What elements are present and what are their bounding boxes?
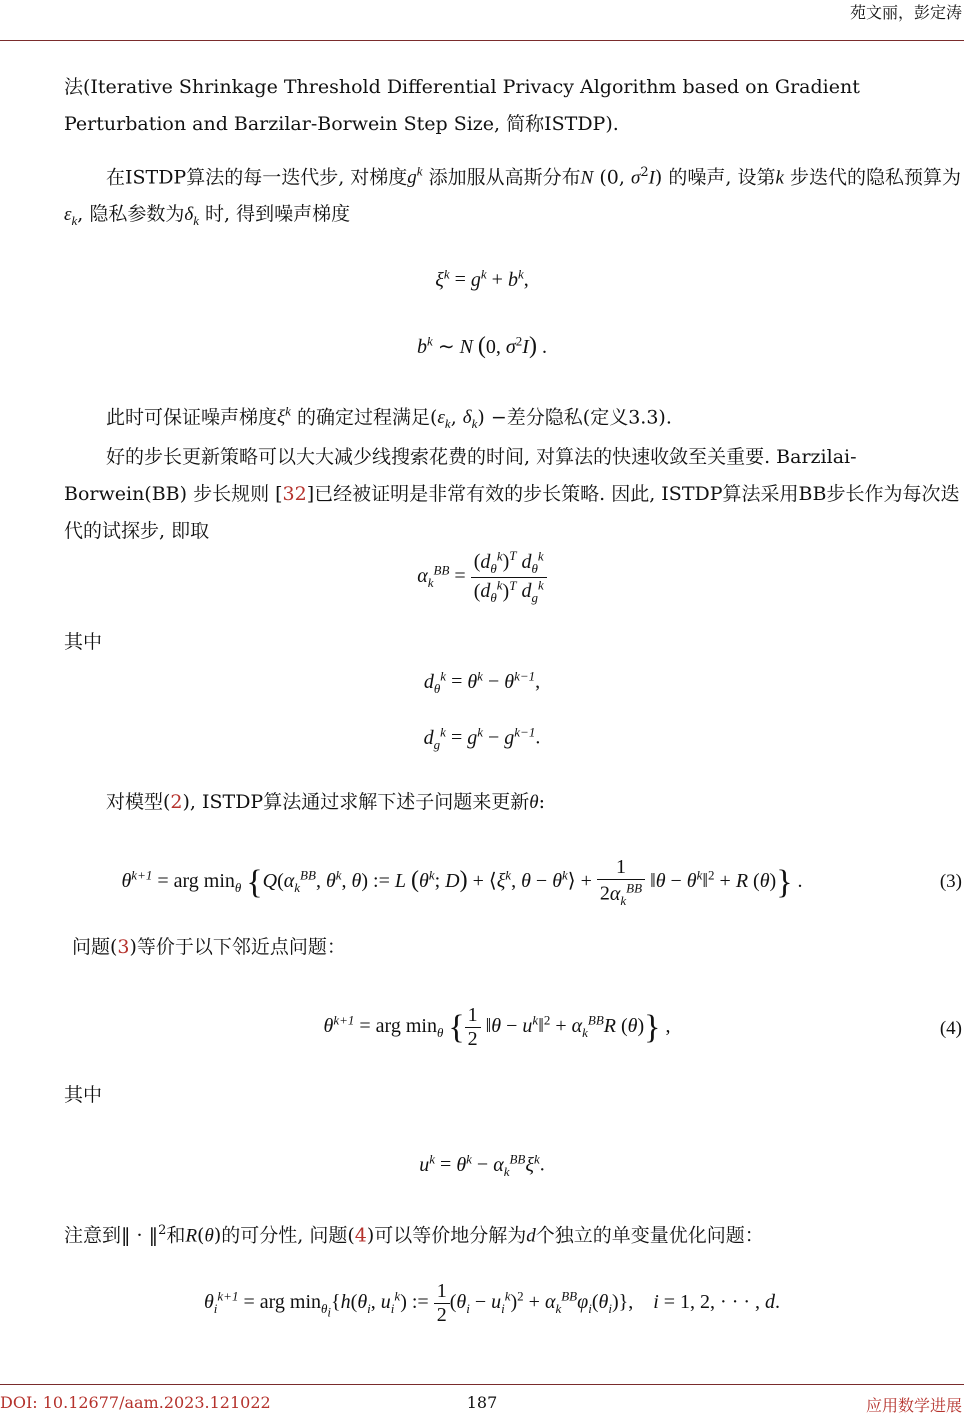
footer-rule [0, 1384, 964, 1385]
equation-noisy-gradient: $\xi^k = g^k + b^k$, [435, 266, 529, 291]
equation-d-theta: $d_\theta^k = \theta^k - \theta^{k-1}$, [423, 668, 541, 696]
equation-u: $u^k = \theta^k - \alpha_k^{BB}\xi^k$. [419, 1151, 545, 1179]
equation-3-label: (3) [939, 871, 962, 892]
text-qizhong-1: 其中 [64, 631, 103, 653]
running-header-authors: 苑文丽，彭定涛 [849, 3, 962, 22]
paragraph-bb-step: 好的步长更新策略可以大大减少线搜索花费的时间, 对算法的快速收敛至关重要. Barzilai-Borwein(BB) 步长规则 [32]已经被证明是非常有效的步长策略. 因此, ISTDP算法采用BB步长作为每次迭代的试探步, 即取 [64, 446, 960, 542]
equation-3: $\theta^{k+1}$ = arg $\min_\theta \{Q(\alpha_k^{BB}$, $\theta^k$, θ) := L ($\theta^k$; $D) + ⟨\xi^k$, $\theta - \theta^k⟩$ + $\frac{1}{2\alpha_k^{BB}}$ ‖θ − $\theta^k‖^2 + R$ (θ)} . [121, 856, 803, 908]
equation-ref-3[interactable]: 3 [117, 936, 130, 958]
citation-link[interactable]: 32 [282, 483, 307, 505]
equation-ref-4[interactable]: 4 [354, 1224, 367, 1247]
journal-name-link[interactable]: 应用数学进展 [865, 1396, 962, 1415]
equation-d-g: $d_g^k = g^k - g^{k-1}$. [423, 724, 541, 752]
page-number: 187 [466, 1393, 498, 1412]
paragraph-noise-setup: 在ISTDP算法的每一迭代步, 对梯度$g^k$ 添加服从高斯分布N (0, $\sigma^2I$) 的噪声, 设第k 步迭代的隐私预算为$\varepsilon_k$, 隐私参数为$\delta_k$ 时, 得到噪声梯度 [64, 164, 961, 229]
equation-4-label: (4) [939, 1018, 962, 1039]
equation-bb-step: $\alpha_k^{BB}$ = $\frac{(d_\theta^k)^T d_\theta^k}{(d_\theta^k)^T d_g^k}$ [0, 548, 964, 606]
equation-4: $\theta^{k+1}$ = arg $\min_\theta$ { $\frac{1}{2}$ ‖θ − $u^k‖^2 + \alpha_k^{BB}R$ (θ)} , [323, 1004, 671, 1050]
equation-ref-2[interactable]: 2 [170, 791, 183, 813]
paragraph-proximal: 问题(3)等价于以下邻近点问题： [72, 936, 346, 958]
equation-noise-distribution: $b^k$ ∼ N (0, $\sigma^2I$) . [417, 333, 547, 359]
paragraph-separability: 注意到‖ · ‖$^2$和R(θ)的可分性, 问题(4)可以等价地分解为d个独立的单变量优化问题： [64, 1223, 764, 1247]
header-rule [0, 40, 964, 41]
text-qizhong-2: 其中 [64, 1084, 103, 1106]
doi-link[interactable]: DOI: 10.12677/aam.2023.121022 [0, 1393, 271, 1412]
paragraph-algorithm-name: 法(Iterative Shrinkage Threshold Differential Privacy Algorithm based on Gradient Perturbation and Barzilar-Borwein Step Size, 简称ISTDP). [64, 76, 860, 135]
paragraph-update-theta: 对模型(2), ISTDP算法通过求解下述子问题来更新θ: [106, 791, 545, 813]
equation-separable: $\theta_i^{k+1}$ = arg $\min_{\theta_i}\{h(\theta_i$, $u_i^k$) := $\frac{1}{2}$ $(\theta_i - u_i^k)^2 + \alpha_k^{BB}\varphi_i(\theta_i)$}, i = 1, 2, · · · , d. [203, 1280, 781, 1326]
paragraph-dp-guarantee: 此时可保证噪声梯度$\xi^k$ 的确定过程满足($\varepsilon_k$, $\delta_k$) −差分隐私(定义3.3). [106, 404, 672, 432]
